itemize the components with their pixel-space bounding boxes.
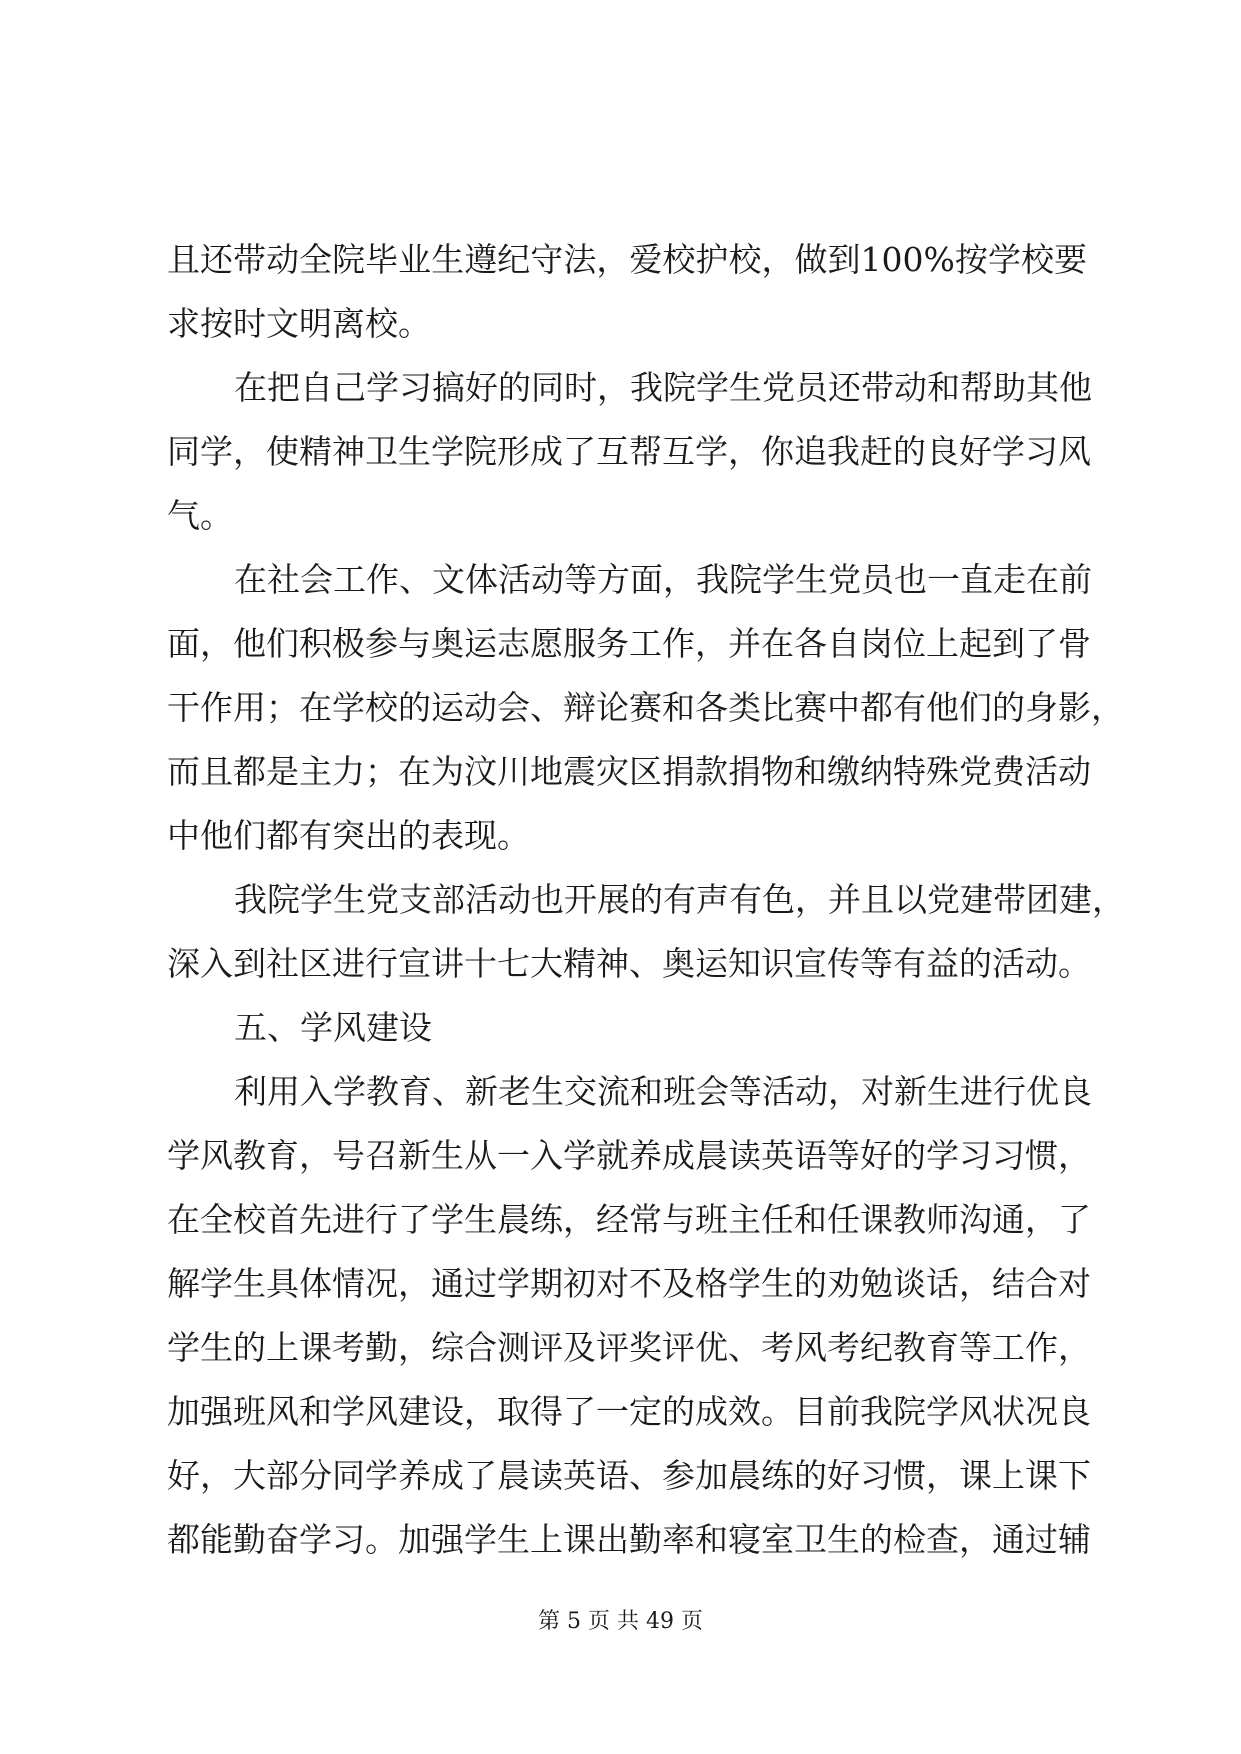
text-line: 深入到社区进行宣讲十七大精神、奥运知识宣传等有益的活动。 — [167, 944, 1091, 983]
text-line: 面，他们积极参与奥运志愿服务工作，并在各自岗位上起到了骨 — [167, 624, 1091, 663]
text-line: 同学，使精神卫生学院形成了互帮互学，你追我赶的良好学习风 — [167, 432, 1091, 471]
text-line: 加强班风和学风建设，取得了一定的成效。目前我院学风状况良 — [167, 1392, 1091, 1431]
text-line: 干作用；在学校的运动会、辩论赛和各类比赛中都有他们的身影， — [167, 688, 1124, 727]
text-line: 求按时文明离校。 — [167, 304, 431, 343]
text-line: 在全校首先进行了学生晨练，经常与班主任和任课教师沟通，了 — [167, 1200, 1091, 1239]
page-footer — [0, 1607, 1241, 1637]
text-line: 学生的上课考勤，综合测评及评奖评优、考风考纪教育等工作， — [167, 1328, 1091, 1367]
text-line: 气。 — [167, 496, 233, 535]
text-line: 且还带动全院毕业生遵纪守法，爱校护校，做到100%按学校要 — [167, 240, 1087, 279]
text-line: 解学生具体情况，通过学期初对不及格学生的劝勉谈话，结合对 — [167, 1264, 1091, 1303]
paragraph-first-line: 利用入学教育、新老生交流和班会等活动，对新生进行优良 — [234, 1072, 1092, 1111]
body-text — [167, 228, 1125, 1572]
text-line: 学风教育，号召新生从一入学就养成晨读英语等好的学习习惯， — [167, 1136, 1091, 1175]
page-number-label: 第 5 页 共 49 页 — [538, 1609, 703, 1634]
text-line: 好，大部分同学养成了晨读英语、参加晨练的好习惯，课上课下 — [167, 1456, 1091, 1495]
section-heading: 五、学风建设 — [234, 1008, 432, 1047]
paragraph-first-line: 在把自己学习搞好的同时，我院学生党员还带动和帮助其他 — [234, 368, 1092, 407]
paragraph-first-line: 在社会工作、文体活动等方面，我院学生党员也一直走在前 — [234, 560, 1092, 599]
text-line: 都能勤奋学习。加强学生上课出勤率和寝室卫生的检查，通过辅 — [167, 1520, 1091, 1559]
text-line: 而且都是主力；在为汶川地震灾区捐款捐物和缴纳特殊党费活动 — [167, 752, 1091, 791]
text-line: 中他们都有突出的表现。 — [167, 816, 530, 855]
paragraph-first-line: 我院学生党支部活动也开展的有声有色，并且以党建带团建， — [234, 880, 1125, 919]
